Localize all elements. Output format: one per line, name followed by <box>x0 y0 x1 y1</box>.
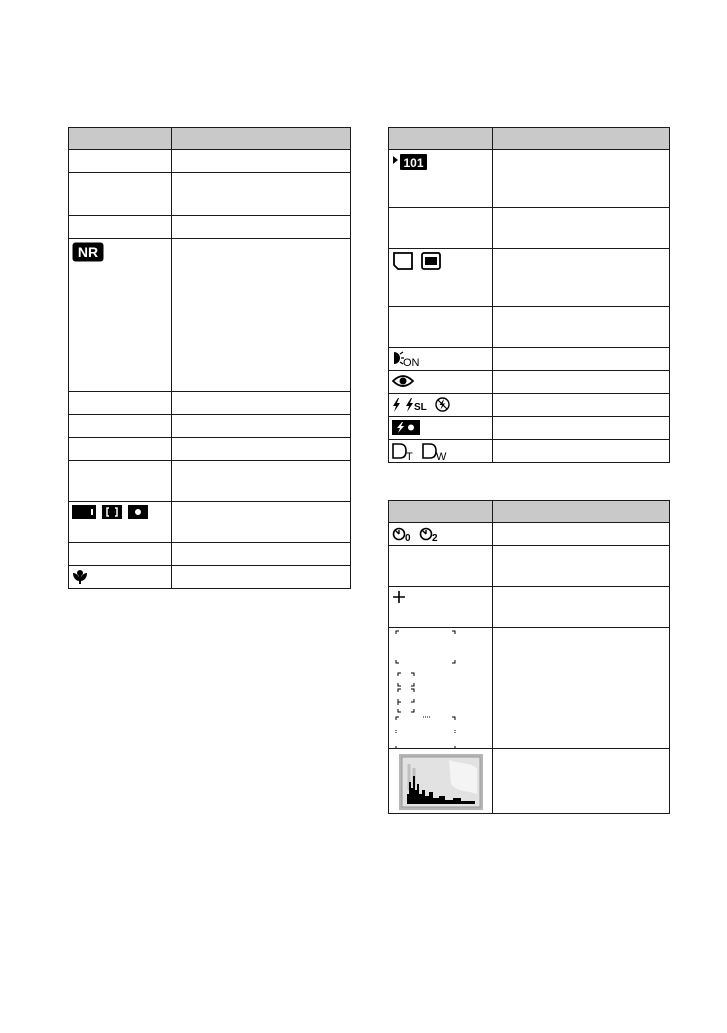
table-row <box>389 348 670 371</box>
table-row <box>389 523 670 546</box>
right-bottom-reference-table <box>388 500 670 814</box>
table-row <box>69 216 351 239</box>
flash-charging-icon <box>392 420 420 435</box>
table-row <box>389 628 670 749</box>
header-cell <box>493 501 670 523</box>
self-timer-2-label: 2 <box>432 533 438 542</box>
table-row <box>389 440 670 463</box>
zoom-tele-label: T <box>406 451 413 461</box>
table-header-row <box>389 501 670 523</box>
center-weighted-metering-icon <box>102 505 122 519</box>
self-timer-icon <box>392 526 416 542</box>
table-row <box>69 461 351 502</box>
spot-metering-icon <box>128 505 148 519</box>
self-timer-10-label: 0 <box>405 533 411 542</box>
table-row <box>389 371 670 394</box>
flash-icon <box>392 398 401 412</box>
zoom-wide-icon <box>422 443 450 461</box>
af-illuminator-icon <box>392 351 428 367</box>
table-row <box>69 438 351 461</box>
memory-card-icon <box>392 252 414 270</box>
histogram-icon <box>399 754 483 810</box>
table-row <box>389 587 670 628</box>
table-header-row <box>69 128 351 150</box>
table-row <box>69 239 351 392</box>
header-cell <box>389 128 493 150</box>
table-row <box>69 502 351 543</box>
table-header-row <box>389 128 670 150</box>
macro-icon <box>72 569 88 585</box>
table-row <box>69 566 351 589</box>
flash-off-icon <box>435 397 450 412</box>
multi-pattern-metering-icon <box>72 505 96 519</box>
table-row <box>389 208 670 249</box>
table-row <box>389 417 670 440</box>
zoom-tele-icon <box>392 443 418 461</box>
slow-synchro-flash-icon <box>405 398 431 412</box>
zoom-wide-label: W <box>436 451 447 461</box>
table-row <box>69 415 351 438</box>
slow-synchro-label: SL <box>414 401 427 412</box>
internal-memory-icon <box>420 252 442 270</box>
table-row <box>69 392 351 415</box>
recording-folder-icon <box>392 153 428 171</box>
self-timer-2-icon <box>419 526 443 542</box>
table-row <box>69 150 351 173</box>
red-eye-reduction-icon <box>392 374 414 388</box>
table-row <box>389 749 670 814</box>
af-range-finder-frame-icons <box>394 630 464 748</box>
right-top-reference-table <box>388 127 670 463</box>
table-row <box>69 173 351 216</box>
af-on-label: ON <box>403 357 420 367</box>
header-cell <box>69 128 172 150</box>
header-cell <box>172 128 351 150</box>
table-row <box>389 546 670 587</box>
table-row <box>389 150 670 208</box>
folder-number-label: 101 <box>403 156 424 170</box>
table-row <box>389 249 670 307</box>
noise-reduction-icon <box>72 242 104 262</box>
header-cell <box>389 501 493 523</box>
table-row <box>389 394 670 417</box>
spot-metering-crosshair-icon <box>392 590 406 604</box>
table-row <box>389 307 670 348</box>
table-row <box>69 543 351 566</box>
nr-label: NR <box>77 244 99 260</box>
left-reference-table <box>68 127 351 589</box>
header-cell <box>493 128 670 150</box>
